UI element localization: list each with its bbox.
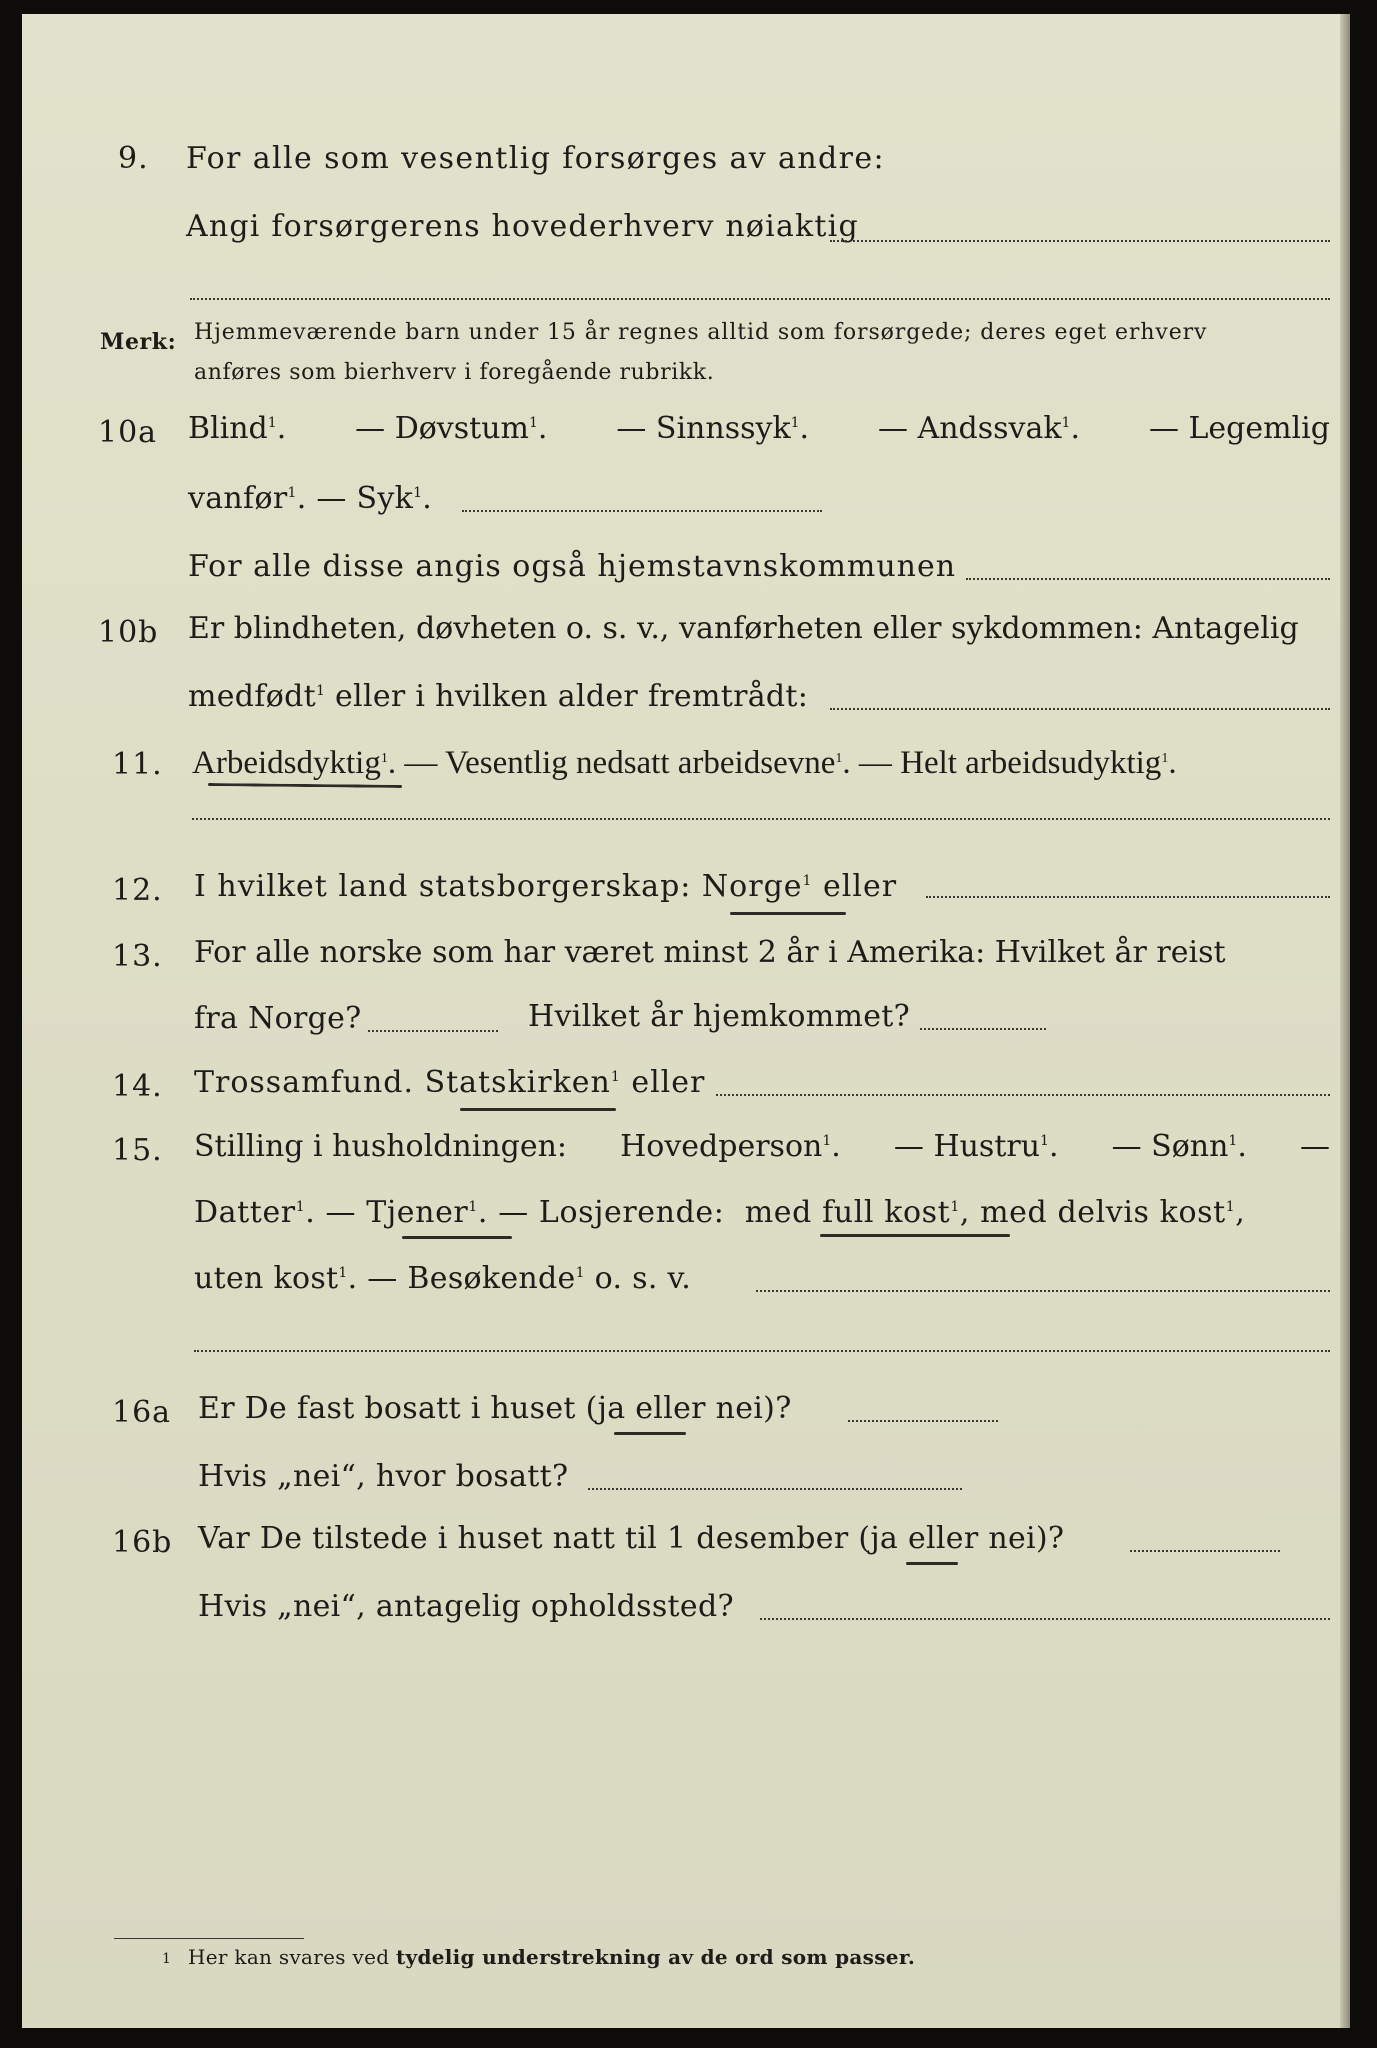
merk-note-line-2: anføres som bierhverv i foregående rubrikk. [194, 360, 715, 385]
answer-line-15b[interactable] [194, 1350, 1330, 1352]
question-10b-text: Er blindheten, døvheten o. s. v., vanførheten eller sykdommen: Antagelig [188, 611, 1299, 646]
pen-underline-med-full-kost [820, 1234, 1010, 1237]
question-13-reist-label: fra Norge? [194, 1001, 362, 1036]
option-blind: Blind$^1$. [188, 411, 287, 446]
question-16a-hvis-nei: Hvis „nei“, hvor bosatt? [198, 1459, 569, 1494]
question-10a-number: 10a [98, 415, 158, 450]
option-sinnssyk: — Sinnssyk$^1$. [616, 411, 810, 446]
question-10a-options [188, 410, 1330, 448]
answer-line-14[interactable] [716, 1094, 1330, 1096]
footnote-rule [114, 1938, 304, 1939]
question-15-line-2: Datter$^1$. — Tjener$^1$. — Losjerende: med full kost$^1$, med delvis kost$^1$, [194, 1195, 1246, 1230]
question-16b-number: 16b [112, 1525, 173, 1560]
question-16b-hvis-nei: Hvis „nei“, antagelig opholdssted? [198, 1589, 734, 1624]
question-12-text: I hvilket land statsborgerskap: Norge$^1$ eller [194, 869, 898, 904]
pen-underline-arbeidsdyktig [208, 783, 402, 788]
question-16b-text: Var De tilstede i huset natt til 1 desember (ja eller nei)? [198, 1521, 1065, 1556]
option-vanfor-syk: vanfør$^1$. — Syk$^1$. [188, 481, 433, 516]
answer-line-9b[interactable] [190, 298, 1330, 300]
option-arbeidsdyktig[interactable]: Arbeidsdyktig [192, 745, 381, 781]
option-andssvak: — Andssvak$^1$. [878, 411, 1081, 446]
page-edge-shadow [1340, 14, 1350, 2028]
question-14-text: Trossamfund. Statskirken$^1$ eller [194, 1065, 706, 1100]
option-ja-16b[interactable]: (ja [858, 1521, 899, 1556]
answer-line-13-hjemkommet[interactable] [920, 1028, 1046, 1030]
answer-line-11[interactable] [192, 818, 1330, 820]
pen-underline-tjener [402, 1236, 512, 1239]
question-15-number: 15. [112, 1133, 163, 1168]
option-dovstum: — Døvstum$^1$. [355, 411, 548, 446]
footnote-text: Her kan svares ved tydelig understrekning av de ord som passer. [188, 1945, 916, 1969]
pen-underline-statskirken [460, 1108, 616, 1111]
question-14-number: 14. [112, 1069, 163, 1104]
answer-line-9a[interactable] [830, 240, 1330, 242]
option-hustru: — Hustru$^1$. [893, 1129, 1059, 1164]
question-12-number: 12. [112, 873, 163, 908]
answer-line-10a-syk[interactable] [462, 510, 822, 512]
answer-line-10a-hjemstavn[interactable] [966, 578, 1330, 580]
question-13-hjemkommet-label: Hvilket år hjemkommet? [528, 999, 911, 1034]
answer-line-16b-opholdssted[interactable] [760, 1618, 1330, 1620]
question-15-line-1: Stilling i husholdningen: Hovedperson$^1$. — Hustru$^1$. — Sønn$^1$. — [194, 1129, 1330, 1164]
answer-line-16a-bosatt[interactable] [588, 1488, 962, 1490]
option-ja-16a[interactable]: (ja [585, 1391, 626, 1426]
answer-line-12[interactable] [926, 896, 1330, 898]
question-13-number: 13. [112, 939, 163, 974]
question-10b-subtext: medfødt$^1$ eller i hvilken alder fremtrådt: [188, 679, 809, 714]
question-13-text: For alle norske som har været minst 2 år i Amerika: Hvilket år reist [194, 935, 1226, 970]
answer-line-13-reist[interactable] [368, 1030, 498, 1032]
question-16a-text: Er De fast bosatt i huset (ja eller nei)? [198, 1391, 792, 1426]
option-med-full-kost[interactable]: med full kost [744, 1195, 951, 1230]
option-tjener[interactable]: Tjener [366, 1195, 469, 1230]
pen-underline-ja-16b [906, 1562, 958, 1565]
question-9-text: For alle som vesentlig forsørges av andre: [186, 141, 886, 176]
option-hovedperson: Hovedperson$^1$. [620, 1129, 841, 1164]
merk-label: Merk: [100, 329, 177, 355]
answer-line-10b[interactable] [830, 708, 1330, 710]
footnote-mark: 1 [162, 1951, 172, 1967]
answer-line-16b[interactable] [1130, 1550, 1280, 1552]
question-15-line-3: uten kost$^1$. — Besøkende$^1$ o. s. v. [194, 1261, 692, 1296]
question-10b-number: 10b [98, 615, 159, 650]
answer-line-15a[interactable] [756, 1290, 1330, 1292]
question-11-text: Arbeidsdyktig$^1$. — Vesentlig nedsatt arbeidsevne$^1$. — Helt arbeidsudyktig$^1$. [192, 745, 1177, 781]
pen-underline-norge [730, 912, 846, 915]
question-9-number: 9. [118, 141, 149, 176]
merk-note-line-1: Hjemmeværende barn under 15 år regnes alltid som forsørgede; deres eget erhverv [194, 320, 1208, 345]
option-statskirken[interactable]: Statskirken [424, 1065, 611, 1100]
answer-line-16a[interactable] [848, 1420, 998, 1422]
question-16a-number: 16a [112, 1395, 172, 1430]
question-11-number: 11. [112, 747, 163, 782]
option-norge[interactable]: Norge [701, 869, 803, 904]
option-legemlig: — Legemlig [1148, 411, 1330, 446]
census-form-page [22, 14, 1350, 2028]
option-sonn: — Sønn$^1$. [1111, 1129, 1247, 1164]
question-10a-hjemstavn: For alle disse angis også hjemstavnskommunen [188, 549, 957, 584]
question-9-subtext: Angi forsørgerens hovederhverv nøiaktig [186, 209, 859, 244]
pen-underline-ja-16a [614, 1432, 686, 1435]
